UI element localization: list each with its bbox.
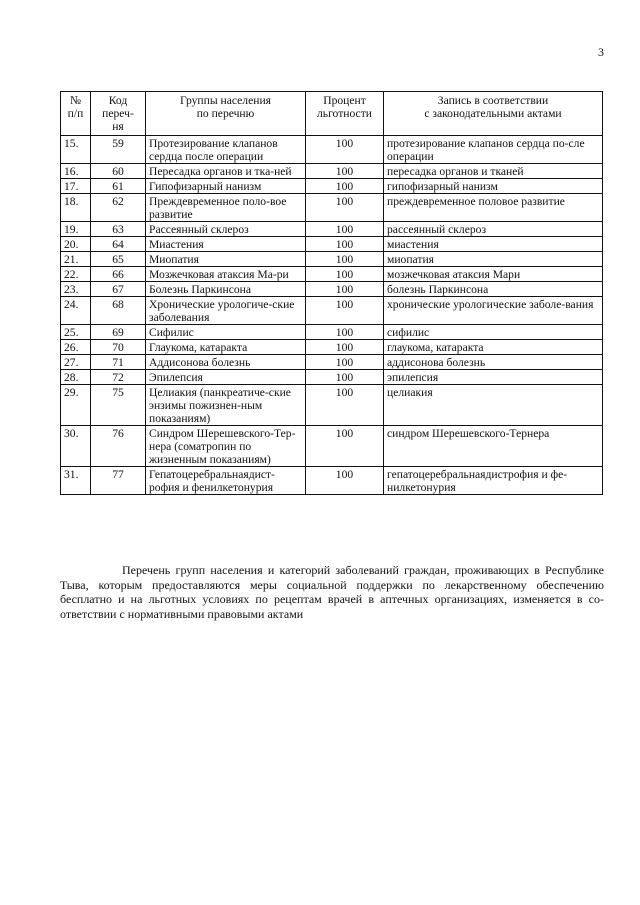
row-percent: 100 [306,194,384,222]
row-record: преждевременное половое развитие [384,194,603,222]
table-row [61,237,603,252]
row-code: 66 [91,267,146,282]
row-group: Рассеянный склероз [146,222,306,237]
row-percent: 100 [306,467,384,495]
row-number: 18. [61,194,91,222]
row-number: 23. [61,282,91,297]
row-code: 67 [91,282,146,297]
row-number: 16. [61,164,91,179]
row-code: 64 [91,237,146,252]
row-record: целиакия [384,385,603,426]
row-percent: 100 [306,222,384,237]
row-percent: 100 [306,252,384,267]
table-row [61,355,603,370]
row-number: 30. [61,426,91,467]
row-percent: 100 [306,385,384,426]
table-row [61,179,603,194]
row-number: 17. [61,179,91,194]
row-code: 69 [91,325,146,340]
row-code: 60 [91,164,146,179]
row-code: 68 [91,297,146,325]
row-record: сифилис [384,325,603,340]
row-group: Сифилис [146,325,306,340]
table-row [61,194,603,222]
table-row [61,467,603,495]
header-num: № п/п [61,92,91,136]
row-record: протезирование клапанов сердца по-сле операции [384,136,603,164]
row-number: 15. [61,136,91,164]
header-record: Запись в соответствии с законодательными актами [384,92,603,136]
table-row [61,267,603,282]
row-number: 24. [61,297,91,325]
row-code: 71 [91,355,146,370]
row-percent: 100 [306,282,384,297]
table-row [61,136,603,164]
row-code: 61 [91,179,146,194]
page-number: 3 [598,45,604,59]
row-percent: 100 [306,325,384,340]
header-group: Группы населения по перечню [146,92,306,136]
row-group: Миопатия [146,252,306,267]
row-record: синдром Шерешевского-Тернера [384,426,603,467]
row-record: пересадка органов и тканей [384,164,603,179]
footer-paragraph: Перечень групп населения и категорий заболеваний граждан, проживающих в Республике Тыва, которым предоставляются меры социальной поддержки по лекарственному обеспечению бесплатно и на льготных условиях по рецептам врачей в аптечных организациях, изменяется в со-ответствии с нормативными правовыми актами [60,563,604,621]
table-body [61,136,603,495]
row-group: Хронические урологиче-ские заболевания [146,297,306,325]
row-record: глаукома, катаракта [384,340,603,355]
row-number: 28. [61,370,91,385]
row-number: 20. [61,237,91,252]
table-row [61,340,603,355]
row-code: 62 [91,194,146,222]
row-number: 21. [61,252,91,267]
table-row [61,426,603,467]
row-code: 77 [91,467,146,495]
row-group: Гипофизарный нанизм [146,179,306,194]
row-percent: 100 [306,426,384,467]
row-record: гипофизарный нанизм [384,179,603,194]
row-number: 27. [61,355,91,370]
row-code: 75 [91,385,146,426]
row-code: 63 [91,222,146,237]
row-percent: 100 [306,164,384,179]
row-group: Аддисонова болезнь [146,355,306,370]
row-group: Протезирование клапанов сердца после операции [146,136,306,164]
table-row [61,385,603,426]
row-group: Пересадка органов и тка-ней [146,164,306,179]
row-record: аддисонова болезнь [384,355,603,370]
row-code: 76 [91,426,146,467]
row-group: Синдром Шерешевского-Тер- нера (соматропин по жизненным показаниям) [146,426,306,467]
table-header-row [61,92,603,136]
row-group: Целиакия (панкреатиче-ские энзимы пожизнен-ным показаниям) [146,385,306,426]
row-percent: 100 [306,136,384,164]
row-number: 26. [61,340,91,355]
table-row [61,252,603,267]
row-record: гепатоцеребральнаядистрофия и фе-нилкетонурия [384,467,603,495]
row-group: Глаукома, катаракта [146,340,306,355]
row-number: 22. [61,267,91,282]
header-percent: Процент льготности [306,92,384,136]
table-row [61,370,603,385]
row-number: 25. [61,325,91,340]
row-record: хронические урологические заболе-вания [384,297,603,325]
table-row [61,282,603,297]
row-group: Мозжечковая атаксия Ма-ри [146,267,306,282]
row-record: мозжечковая атаксия Мари [384,267,603,282]
row-record: болезнь Паркинсона [384,282,603,297]
benefits-table [60,91,603,495]
row-code: 72 [91,370,146,385]
header-code: Код переч- ня [91,92,146,136]
row-percent: 100 [306,237,384,252]
row-record: эпилепсия [384,370,603,385]
row-percent: 100 [306,370,384,385]
row-group: Болезнь Паркинсона [146,282,306,297]
row-code: 70 [91,340,146,355]
row-code: 59 [91,136,146,164]
row-group: Гепатоцеребральнаядист-рофия и фенилкетонурия [146,467,306,495]
row-percent: 100 [306,355,384,370]
row-number: 31. [61,467,91,495]
table-row [61,222,603,237]
row-group: Эпилепсия [146,370,306,385]
row-number: 29. [61,385,91,426]
row-group: Миастения [146,237,306,252]
table-row [61,164,603,179]
row-record: рассеянный склероз [384,222,603,237]
row-record: миастения [384,237,603,252]
row-code: 65 [91,252,146,267]
row-percent: 100 [306,297,384,325]
row-percent: 100 [306,340,384,355]
table-row [61,297,603,325]
table-row [61,325,603,340]
row-record: миопатия [384,252,603,267]
row-percent: 100 [306,179,384,194]
row-number: 19. [61,222,91,237]
row-group: Преждевременное поло-вое развитие [146,194,306,222]
row-percent: 100 [306,267,384,282]
